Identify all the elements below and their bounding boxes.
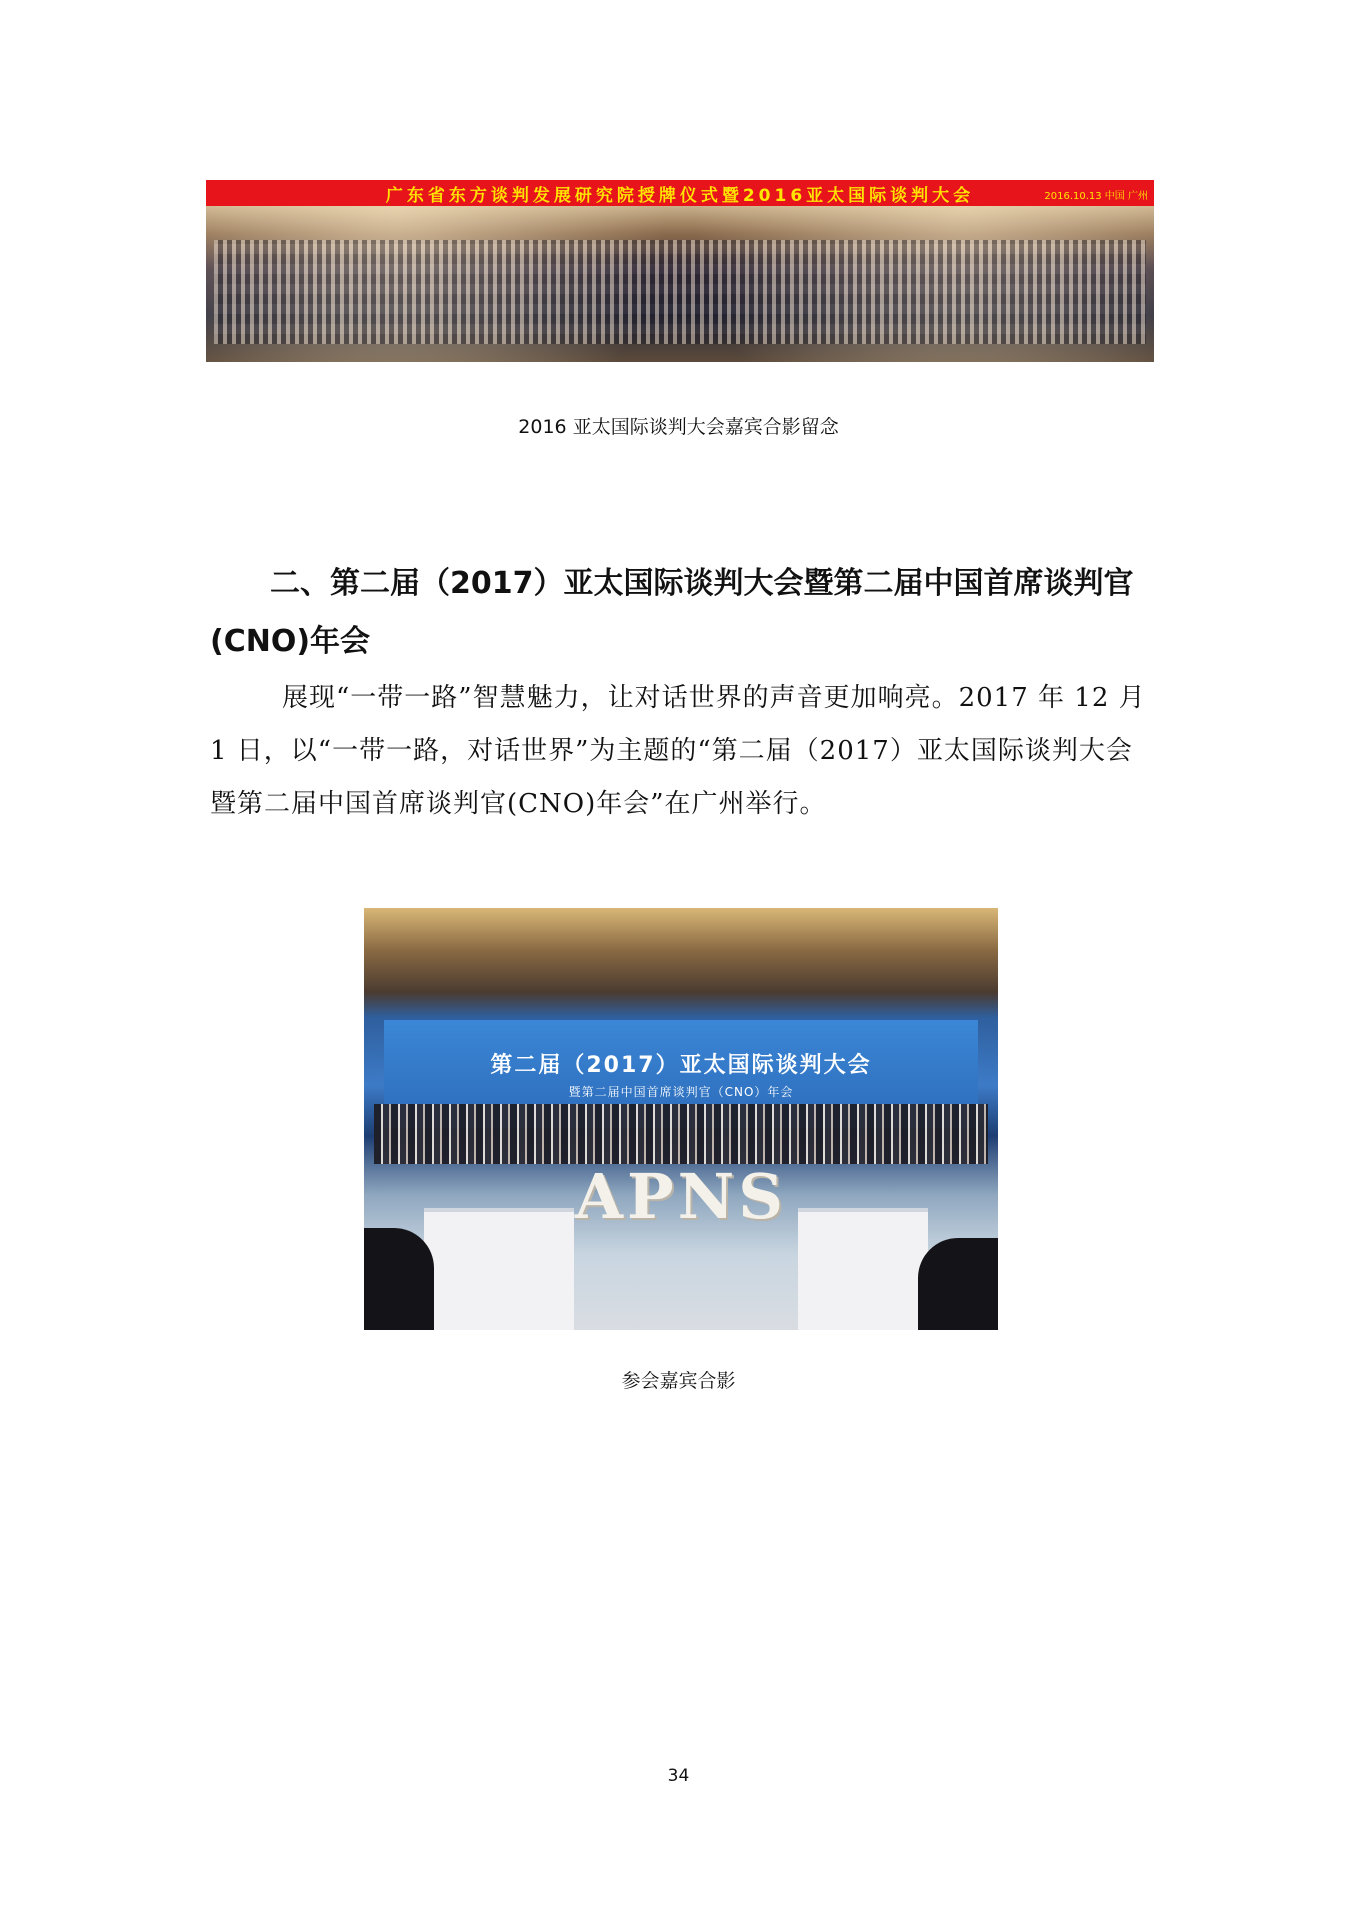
section-heading: 二、第二届（2017）亚太国际谈判大会暨第二届中国首席谈判官(CNO)年会 (210, 566, 1134, 659)
table-left (424, 1208, 574, 1330)
screen-title: 第二届（2017）亚太国际谈判大会 (490, 1053, 872, 1078)
screen-subtitle: 暨第二届中国首席谈判官（CNO）年会 (568, 1085, 794, 1099)
section-paragraph: 展现“一带一路”智慧魅力，让对话世界的声音更加响亮。2017 年 12 月 1 日，以“一带一路，对话世界”为主题的“第二届（2017）亚太国际谈判大会暨第二届中国首席谈判官(CNO)年会”在广州举行。 (210, 683, 1146, 819)
banner-date: 2016.10.13 中国 广州 (1044, 191, 1148, 202)
stage-letters: APNS (574, 1160, 788, 1233)
camera-right (918, 1238, 998, 1330)
banner-title: 广东省东方谈判发展研究院授牌仪式暨2016亚太国际谈判大会 (385, 185, 975, 206)
conference-photo-2017 (364, 908, 998, 1330)
camera-left (364, 1228, 434, 1330)
photo-caption-2016: 2016 亚太国际谈判大会嘉宾合影留念 (518, 416, 839, 438)
guests-row (374, 1104, 988, 1164)
photo-banner (206, 180, 1154, 206)
group-photo-2016 (206, 180, 1154, 362)
table-right (798, 1208, 928, 1330)
crowd-image (206, 206, 1154, 362)
page-number: 34 (667, 1766, 690, 1786)
photo-caption-2017: 参会嘉宾合影 (621, 1370, 736, 1392)
crowd-rows (214, 240, 1146, 344)
